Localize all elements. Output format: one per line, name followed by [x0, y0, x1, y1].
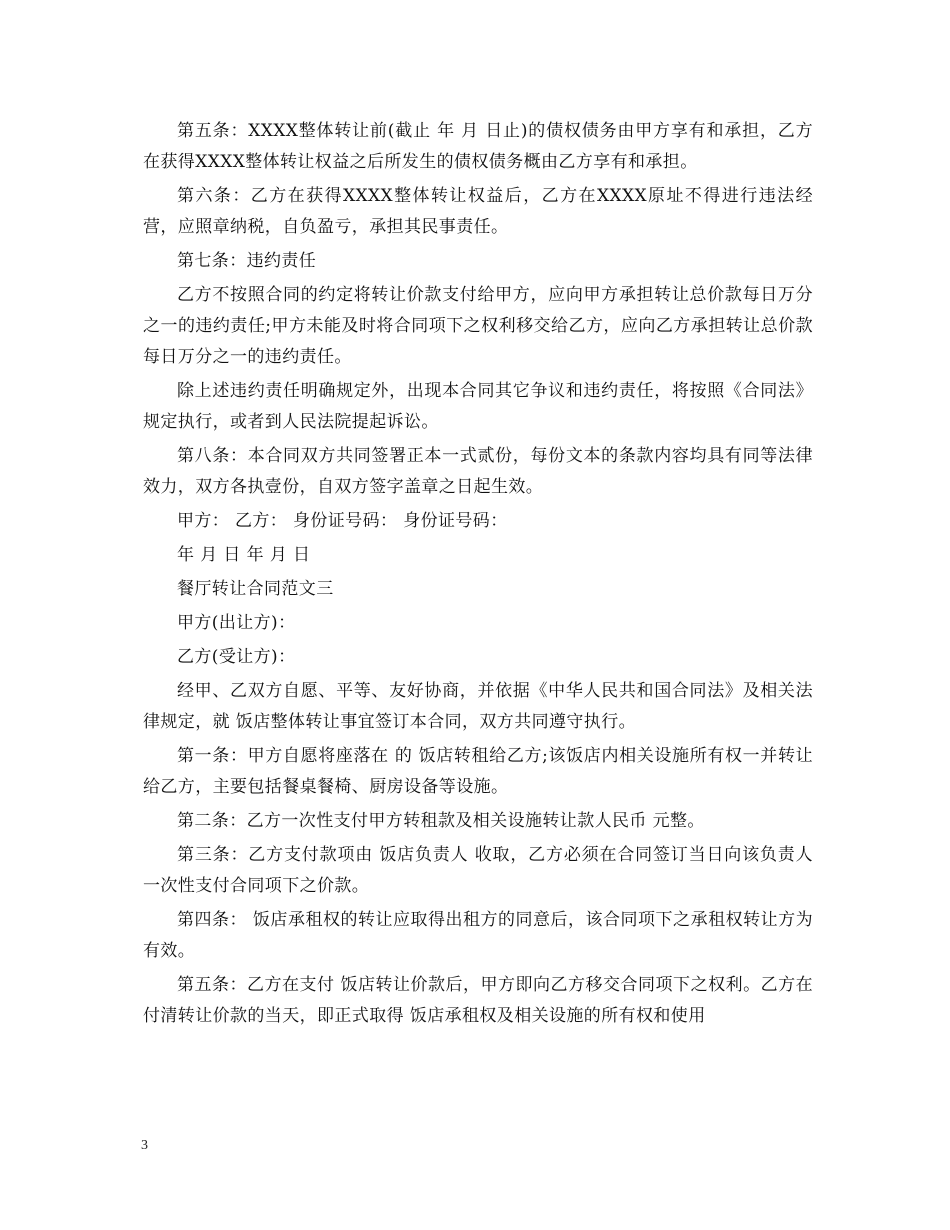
paragraph-preamble: 经甲、乙双方自愿、平等、友好协商，并依据《中华人民共和国合同法》及相关法律规定，就 饭店整体转让事宜签订本合同，双方共同遵守执行。 — [143, 681, 813, 732]
paragraph-article-8: 第八条：本合同双方共同签署正本一式贰份，每份文本的条款内容均具有同等法律效力，双方各执壹份，自双方签字盖章之日起生效。 — [143, 446, 813, 497]
paragraph-article-1: 第一条：甲方自愿将座落在 的 饭店转租给乙方;该饭店内相关设施所有权一并转让给乙方，主要包括餐桌餐椅、厨房设备等设施。 — [143, 746, 813, 797]
paragraph-article-7-heading: 第七条：违约责任 — [177, 251, 317, 271]
paragraph-article-6: 第六条：乙方在获得XXXX整体转让权益后，乙方在XXXX原址不得进行违法经营，应照章纳税，自负盈亏，承担其民事责任。 — [143, 186, 813, 237]
paragraph-article-3: 第三条：乙方支付款项由 饭店负责人 收取，乙方必须在合同签订当日向该负责人一次性支付合同项下之价款。 — [143, 845, 813, 896]
paragraph-other-disputes: 除上述违约责任明确规定外，出现本合同其它争议和违约责任，将按照《合同法》规定执行，或者到人民法院提起诉讼。 — [143, 381, 813, 432]
paragraph-party-a: 甲方(出让方)： — [177, 613, 296, 633]
section-title: 餐厅转让合同范文三 — [177, 579, 334, 599]
paragraph-article-4: 第四条： 饭店承租权的转让应取得出租方的同意后，该合同项下之承租权转让方为有效。 — [143, 910, 813, 961]
paragraph-breach-liability: 乙方不按照合同的约定将转让价款支付给甲方，应向甲方承担转让总价款每日万分之一的违约责任;甲方未能及时将合同项下之权利移交给乙方，应向乙方承担转让总价款每日万分之一的违约责任。 — [143, 285, 813, 367]
page-number: 3 — [141, 1138, 148, 1153]
paragraph-article-2: 第二条：乙方一次性支付甲方转租款及相关设施转让款人民币 元整。 — [177, 811, 705, 831]
paragraph-article-5-transfer: 第五条：乙方在支付 饭店转让价款后，甲方即向乙方移交合同项下之权利。乙方在付清转让价款的当天，即正式取得 饭店承租权及相关设施的所有权和使用 — [143, 975, 813, 1026]
paragraph-party-b: 乙方(受让方)： — [177, 647, 296, 667]
document-body — [143, 116, 813, 1035]
paragraph-date-line: 年 月 日 年 月 日 — [177, 545, 311, 565]
paragraph-article-5: 第五条：XXXX整体转让前(截止 年 月 日止)的债权债务由甲方享有和承担，乙方在获得XXXX整体转让权益之后所发生的债权债务概由乙方享有和承担。 — [143, 121, 813, 172]
paragraph-signature-line: 甲方： 乙方： 身份证号码： 身份证号码： — [177, 511, 508, 531]
